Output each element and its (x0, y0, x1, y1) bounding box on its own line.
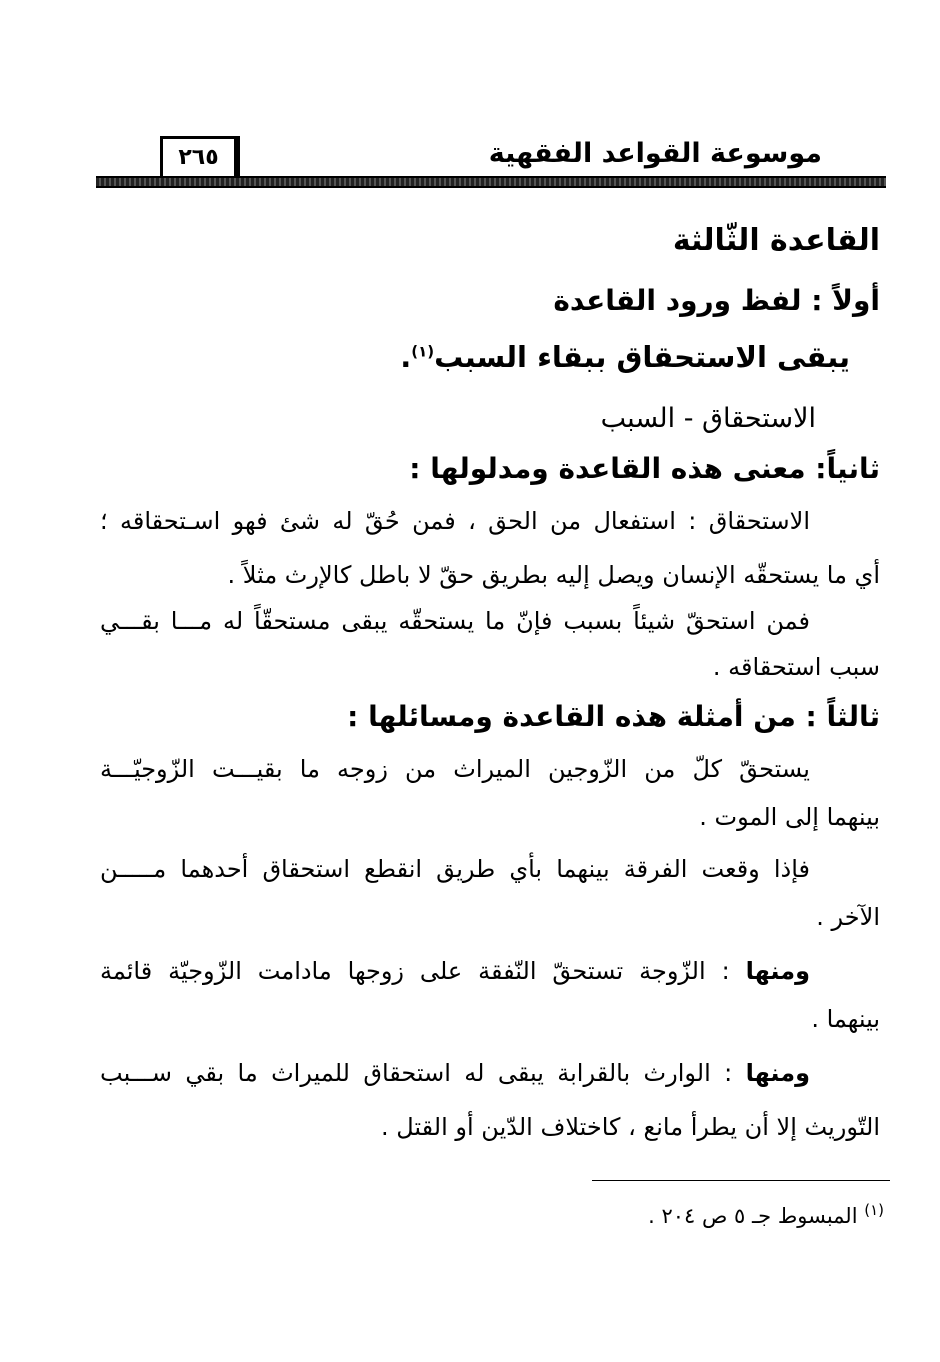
example-4-lead: ومنها (745, 1059, 810, 1087)
example-3-text: : الزّوجة تستحقّ النّفقة على زوجها مادامت الزّوجيّة قائمة (100, 957, 746, 985)
page-number: ٢٦٥ (160, 136, 240, 176)
rule-statement-text: يبقى الاستحقاق ببقاء السبب (434, 340, 850, 374)
paragraph-1-line-1: الاستحقاق : استفعال من الحق ، فمن حُقّ له شئ فهو اسـتحقاقه ؛ (100, 507, 810, 535)
section-heading-2: ثانياً: معنى هذه القاعدة ومدلولها : (409, 452, 880, 485)
footnote-rule (592, 1180, 890, 1181)
running-title: موسوعة القواعد الفقهية (488, 138, 822, 169)
rule-statement (70, 340, 850, 374)
example-4-text: : الوارث بالقرابة يبقى له استحقاق للميراث ما بقي ســـبب (100, 1059, 746, 1087)
footnote-reference: (١) (411, 342, 435, 361)
rule-statement-end: . (400, 340, 412, 374)
rule-title: القاعدة الثّالثة (672, 223, 880, 258)
footnote-text: المبسوط جـ ٥ ص ٢٠٤ . (648, 1204, 858, 1228)
example-3-lead: ومنها (745, 957, 810, 985)
paragraph-2-line-1: فمن استحقّ شيئاً بسبب فإنّ ما يستحقّه يبقى مستحقّاً له مـــا بقـــي (100, 607, 810, 635)
paragraph-2-line-2: سبب استحقاقه . (712, 653, 880, 681)
example-1-line-1: يستحقّ كلّ من الزّوجين الميراث من زوجه ما بقيـــت الزّوجيّـــة (100, 755, 810, 783)
header-rule (96, 176, 886, 188)
section-heading-3: ثالثاً : من أمثلة هذه القاعدة ومسائلها : (347, 700, 880, 733)
footnote-mark: (١) (864, 1201, 884, 1219)
footnote (384, 1201, 884, 1228)
example-1-line-2: بينهما إلى الموت . (699, 803, 880, 831)
example-4-line-2: التّوريث إلا أن يطرأ مانع ، كاختلاف الدّين أو القتل . (380, 1113, 880, 1141)
example-2-line-1: فإذا وقعت الفرقة بينهما بأي طريق انقطع استحقاق أحدهما مـــــن (100, 855, 810, 883)
example-3-line-1 (100, 954, 880, 988)
key-terms: الاستحقاق - السبب (600, 403, 816, 434)
paragraph-1-line-2: أي ما يستحقّه الإنسان ويصل إليه بطريق حقّ لا باطل كالإرث مثلاً . (227, 561, 880, 589)
example-2-line-2: الآخر . (816, 903, 880, 931)
example-4-line-1 (100, 1056, 880, 1090)
section-heading-1: أولاً : لفظ ورود القاعدة (553, 284, 880, 317)
example-3-line-2: بينهما . (811, 1005, 880, 1033)
